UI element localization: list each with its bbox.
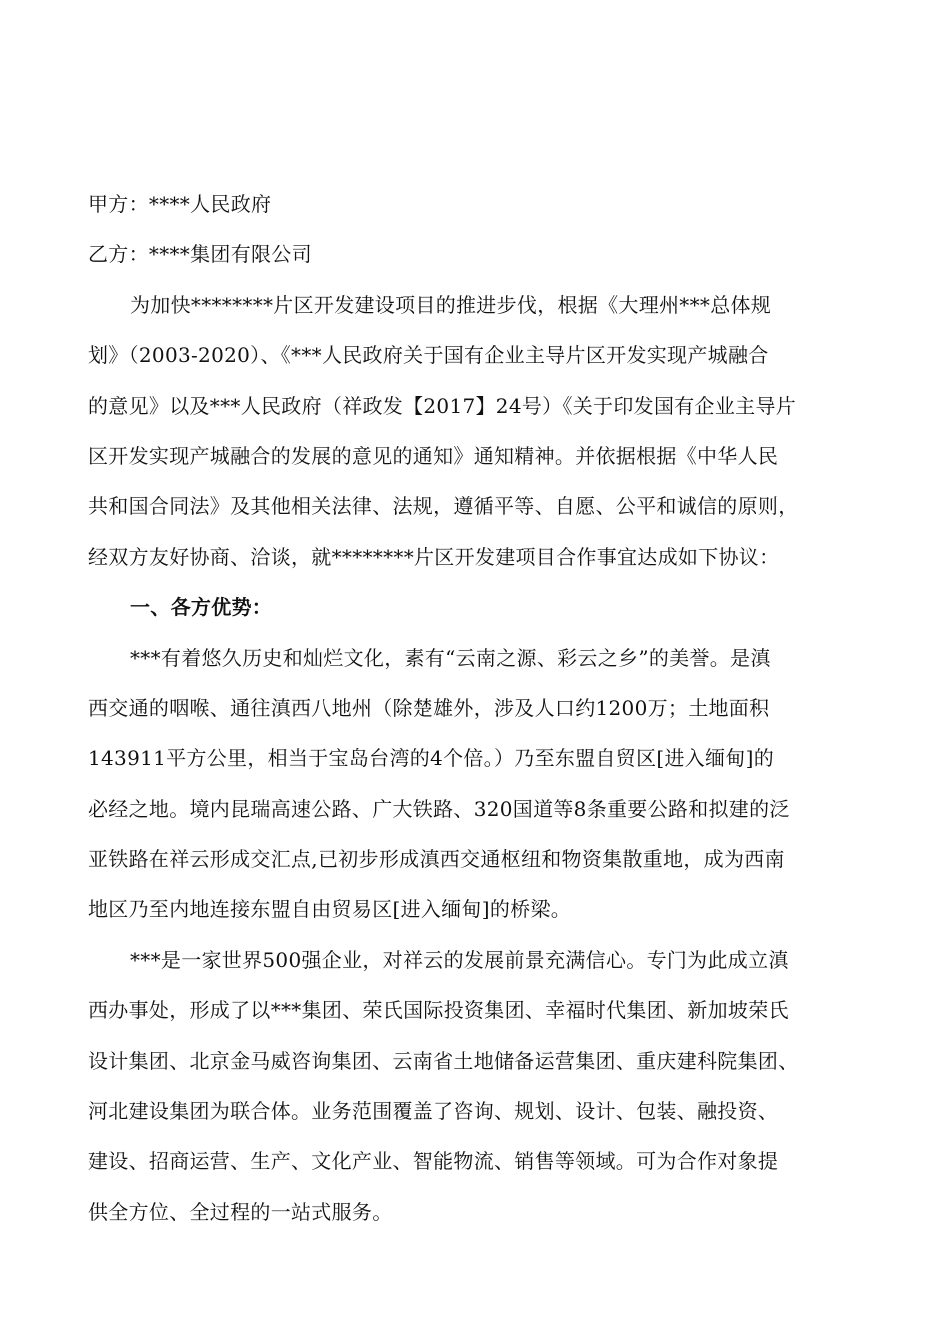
section-heading: 一、各方优势： [130, 595, 273, 620]
paragraph-line: 地区乃至内地连接东盟自由贸易区[进入缅甸]的桥梁。 [88, 897, 572, 922]
paragraph-line: ***有着悠久历史和灿烂文化，素有“云南之源、彩云之乡”的美誉。是滇 [130, 645, 771, 670]
paragraph-line: 西交通的咽喉、通往滇西八地州（除楚雄外，涉及人口约1200万；土地面积 [88, 695, 770, 720]
paragraph-line: ***是一家世界500强企业，对祥云的发展前景充满信心。专门为此成立滇 [130, 947, 789, 972]
party-a-line: 甲方：****人民政府 [88, 192, 272, 216]
paragraph-line: 为加快********片区开发建设项目的推进步伐，根据《大理州***总体规 [130, 292, 772, 317]
advantage-paragraph-1 [88, 638, 878, 930]
paragraph-line: 143911平方公里，相当于宝岛台湾的4个倍。）乃至东盟自贸区[进入缅甸]的 [88, 746, 775, 771]
paragraph-line: 建设、招商运营、生产、文化产业、智能物流、销售等领域。可为合作对象提 [88, 1149, 779, 1174]
paragraph-line: 河北建设集团为联合体。业务范围覆盖了咨询、规划、设计、包装、融投资、 [88, 1099, 779, 1124]
paragraph-line: 必经之地。境内昆瑞高速公路、广大铁路、320国道等8条重要公路和拟建的泛 [88, 796, 790, 821]
advantage-paragraph-2 [88, 940, 878, 1232]
intro-paragraph [88, 285, 878, 577]
paragraph-line: 供全方位、全过程的一站式服务。 [88, 1199, 393, 1224]
paragraph-line: 设计集团、北京金马威咨询集团、云南省土地储备运营集团、重庆建科院集团、 [88, 1048, 799, 1073]
paragraph-line: 划》（2003-2020）、《***人民政府关于国有企业主导片区开发实现产城融合 [88, 343, 769, 368]
document-page [88, 184, 878, 1242]
paragraph-line: 经双方友好协商、洽谈，就********片区开发建项目合作事宜达成如下协议： [88, 544, 780, 569]
party-b-line: 乙方：****集团有限公司 [88, 242, 312, 267]
paragraph-line: 共和国合同法》及其他相关法律、法规，遵循平等、自愿、公平和诚信的原则， [88, 494, 799, 519]
paragraph-line: 亚铁路在祥云形成交汇点,已初步形成滇西交通枢纽和物资集散重地，成为西南 [88, 847, 785, 872]
paragraph-line: 区开发实现产城融合的发展的意见的通知》通知精神。并依据根据《中华人民 [88, 443, 779, 468]
paragraph-line: 的意见》以及***人民政府（祥政发【2017】24号）《关于印发国有企业主导片 [88, 393, 797, 418]
paragraph-line: 西办事处，形成了以***集团、荣氏国际投资集团、幸福时代集团、新加坡荣氏 [88, 998, 789, 1023]
